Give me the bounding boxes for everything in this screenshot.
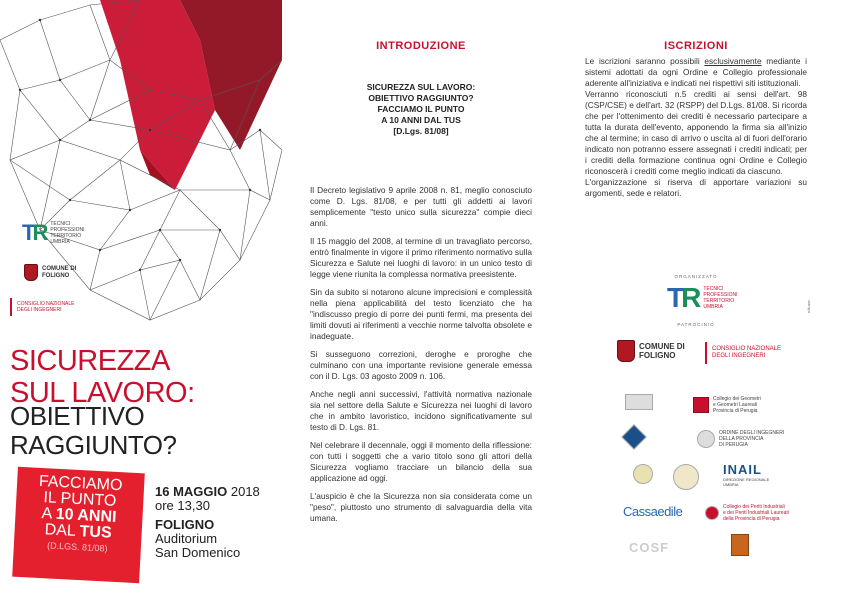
- periti-mark-icon: [705, 506, 719, 520]
- main-title: [10, 345, 195, 409]
- intro-paragraph: Anche negli anni successivi, l'attività normativa nazionale sia nel settore della Salute e Sicurezza nei luoghi di lavoro che in ambito lavoristico, incidono significativamente sul testo di D. Lgs. 81.: [310, 389, 532, 432]
- event-year: 2018: [227, 484, 260, 499]
- event-venue: [155, 518, 240, 560]
- intro-paragraph: Il Decreto legislativo 9 aprile 2008 n. 81, meglio conosciuto come D. Lgs. 81/08, e per tutti gli addetti ai lavori semplicemente "testo unico sulla sicurezza" compie dieci anni.: [310, 185, 532, 228]
- intro-heading: INTRODUZIONE: [376, 40, 466, 52]
- diamond-mark-icon: [621, 424, 646, 449]
- venue-place2: San Domenico: [155, 545, 241, 560]
- tag-line2: IL PUNTO: [42, 489, 117, 510]
- intro-paragraph: Il 15 maggio del 2008, al termine di un travagliato percorso, entrò finalmente in vigore il primo riferimento normativo sulla Sicurezza e Salute nei luoghi di lavoro: in un unico testo di legge viene riunita la complessa normativa preesistente.: [310, 236, 532, 279]
- sponsor-logo-b: [625, 428, 643, 446]
- iscrizioni-body: [585, 56, 807, 199]
- cosf-logo: COSF: [629, 540, 670, 555]
- cni-logo-right: CONSIGLIO NAZIONALE DEGLI INGEGNERI: [705, 342, 781, 364]
- event-datetime: [155, 485, 260, 513]
- tag-line1: FACCIAMO: [38, 472, 123, 495]
- venue-city: FOLIGNO: [155, 517, 215, 532]
- red-tag: FACCIAMO IL PUNTO A 10 ANNI DAL TUS (D.LGS. 81/08): [12, 467, 145, 583]
- ordine-ingegneri-logo: ORDINE DEGLI INGEGNERI DELLA PROVINCIA DI PERUGIA: [697, 430, 784, 448]
- tag-tus: TUS: [79, 523, 113, 542]
- venue-place1: Auditorium: [155, 531, 218, 546]
- tag-ten-years: 10 ANNI: [55, 505, 117, 526]
- iscrizioni-p1: Le iscrizioni saranno possibili esclusivamente mediante i sistemi adottati da ogni Ordine e Collegio professionale aderente all'iniziativa e indicati nei rispettivi siti istituzionali.: [585, 56, 807, 88]
- iscrizioni-p3: L'organizzazione si riserva di apportare variazioni su argomenti, sede e relatori.: [585, 177, 807, 198]
- iscrizioni-heading: ISCRIZIONI: [664, 40, 728, 52]
- right-panel: [585, 0, 807, 595]
- cni-bar-icon: [705, 342, 707, 364]
- intro-paragraph: Si susseguono correzioni, deroghe e proroghe che culminano con una importante revisione generale emessa con il D. Lgs. 03 agosto 2009 n. 106.: [310, 349, 532, 381]
- inail-logo: INAIL DIREZIONE REGIONALE UMBRIA: [723, 462, 770, 487]
- intro-paragraph: L'auspicio è che la Sicurezza non sia considerata come un "peso", piuttosto uno strumento di salvaguardia della vita umana.: [310, 491, 532, 523]
- tr-logo: TR TECNICI PROFESSIONI TERRITORIO UMBRIA: [22, 220, 85, 245]
- patronage-label: PATROCINIO: [677, 322, 715, 327]
- collegio-geometri-logo: Collegio dei Geometri e Geometri Laureati Provincia di Perugia: [693, 396, 761, 414]
- tag-law-ref: (D.LGS. 81/08): [46, 540, 108, 554]
- tr-logo-text: TECNICI PROFESSIONI TERRITORIO UMBRIA: [50, 221, 85, 245]
- event-date: 16 MAGGIO: [155, 484, 228, 499]
- collegio-periti-logo: Collegio dei Periti Industriali e dei Periti Industriali Laureati della Provincia di Perugia: [705, 504, 789, 522]
- round-seal-icon: [673, 464, 699, 490]
- sponsor-logo-d: [673, 464, 699, 490]
- city-line1: COMUNE DI: [42, 265, 77, 272]
- cassaedile-logo: Cassaedile: [623, 504, 683, 519]
- side-note: stampa: [807, 300, 812, 314]
- subtitle-line1: OBIETTIVO: [10, 401, 145, 431]
- intro-body: [310, 185, 532, 531]
- subtitle: [10, 402, 176, 460]
- event-time: ore 13,30: [155, 498, 210, 513]
- building-mark-icon: [731, 534, 749, 556]
- polyhedron-graphic: [0, 0, 282, 340]
- sponsor-logo-c: [633, 464, 653, 484]
- crest-icon: [617, 340, 635, 362]
- cni-line1: CONSIGLIO NAZIONALE: [17, 301, 75, 307]
- round-seal-icon: [633, 464, 653, 484]
- crest-icon: [24, 264, 38, 281]
- organized-label: ORGANIZZATO: [674, 274, 718, 279]
- subtitle-line2: RAGGIUNTO?: [10, 430, 177, 460]
- intro-paragraph: Nel celebrare il decennale, oggi il momento della riflessione: con tutti i soggetti che a vario titolo sono gli attori della Sicurezza vogliamo tracciare un bilancio della sua applicazione ad oggi.: [310, 440, 532, 483]
- title-line2: SUL LAVORO:: [10, 377, 195, 409]
- sponsor-logo-a: [625, 394, 653, 410]
- sponsor-mark-icon: [625, 394, 653, 410]
- tr-logo-organizer: TR TECNICI PROFESSIONI TERRITORIO UMBRIA: [667, 282, 738, 313]
- ingegneri-seal-icon: [697, 430, 715, 448]
- intro-title: SICUREZZA SUL LAVORO: OBIETTIVO RAGGIUNTO? FACCIAMO IL PUNTO A 10 ANNI DAL TUS [D.Lgs. 81/08]: [366, 82, 476, 136]
- cni-logo: [10, 298, 75, 316]
- iscrizioni-p2: Verranno riconosciuti n.5 crediti ai sensi dell'art. 98 (CSP/CSE) e dell'art. 32 (RSPP) del D.Lgs. 81/08. Si ricorda che per l'ottenimento dei crediti è necessario partecipare a tutta la durata dell'evento, apponendo la firma sia all'inizio che al termine; in caso di arrivo o uscita al di fuori dell'orario indicato non potranno essere assegnati i crediti indicati; per i crediti della formazione continua ogni Ordine e Collegio riconoscerà i crediti come meglio indicati da ciascuno.: [585, 89, 808, 176]
- sponsor-logo-e: [731, 534, 749, 556]
- city-line2: FOLIGNO: [42, 272, 70, 279]
- comune-foligno-logo-right: COMUNE DI FOLIGNO: [617, 340, 685, 362]
- cni-line2: DEGLI INGEGNERI: [17, 307, 62, 313]
- left-panel: [0, 0, 282, 595]
- intro-paragraph: Sin da subito si notarono alcune imprecisioni e complessità nella piena applicabilità del testo licenziato che ha "indiscusso pregio di porre dei punti fermi, ma presenta dei limiti dovuti ai riferimenti a vecchie norme talvolta obsolete e inadeguate.: [310, 287, 532, 341]
- title-line1: SICUREZZA: [10, 345, 170, 377]
- middle-panel: [300, 0, 542, 595]
- cni-bar-icon: [10, 298, 12, 316]
- geometri-mark-icon: [693, 397, 709, 413]
- comune-foligno-logo: [24, 264, 76, 281]
